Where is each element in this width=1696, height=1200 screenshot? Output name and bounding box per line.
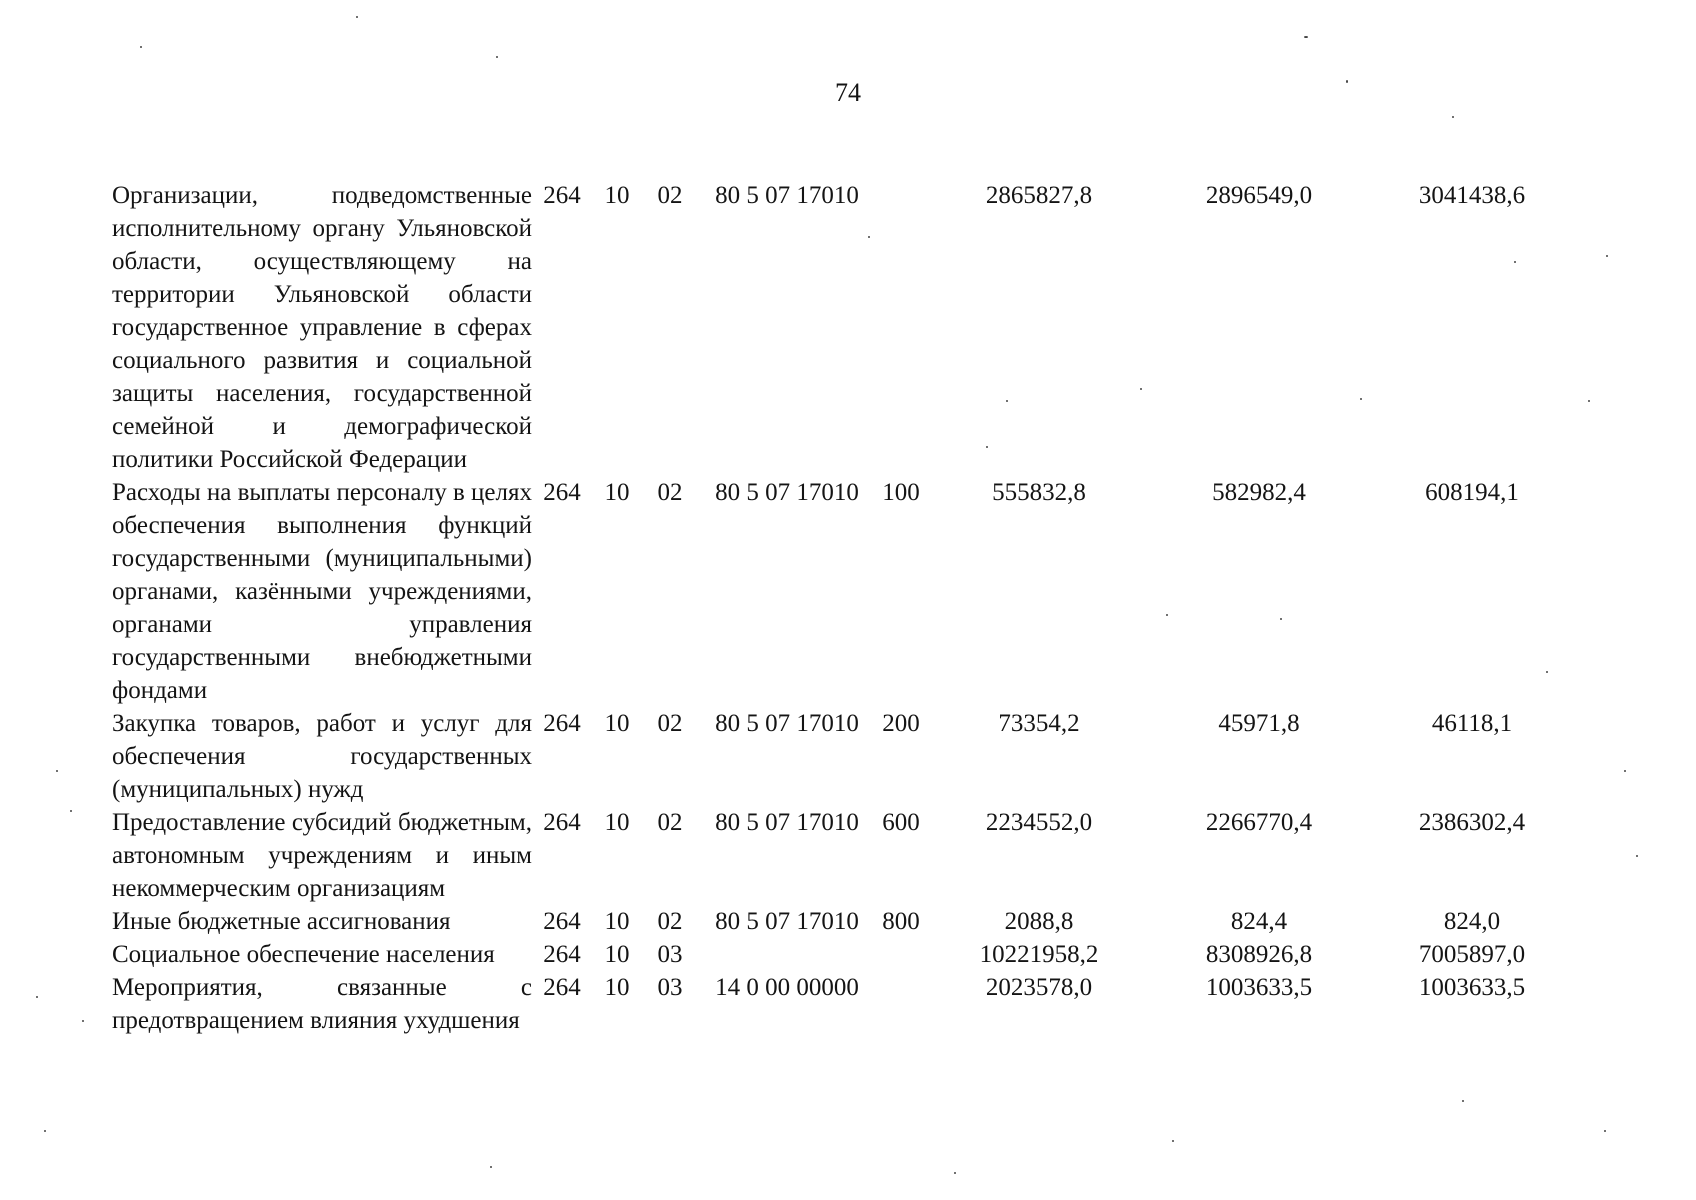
- row-expense-type: 100: [882, 479, 920, 506]
- row-year3-amount: 1003633,5: [1418, 974, 1526, 1001]
- row-target-article: 80 5 07 17010: [715, 908, 859, 935]
- row-year2-amount: 8308926,8: [1205, 941, 1313, 968]
- scan-speck: [1588, 400, 1590, 402]
- row-name: Мероприятия, связанные с предотвращением влияния ухудшения: [112, 974, 532, 1034]
- row-section: 10: [604, 182, 630, 209]
- row-year1-amount: 10221958,2: [979, 941, 1099, 968]
- row-subsection: 03: [657, 974, 683, 1001]
- row-year3-amount: 7005897,0: [1418, 941, 1526, 968]
- page-number: 74: [835, 78, 861, 107]
- scan-speck: [1346, 80, 1348, 83]
- row-target-article: 80 5 07 17010: [715, 479, 859, 506]
- row-name: Предоставление субсидий бюджетным, автономным учреждениям и иным некоммерческим организациям: [112, 809, 532, 902]
- scan-speck: [1140, 388, 1142, 390]
- row-target-article: [698, 938, 876, 971]
- row-expense-type: 600: [882, 809, 920, 836]
- table-row: [112, 905, 1578, 938]
- row-section: 10: [604, 908, 630, 935]
- scan-speck: [1546, 671, 1548, 673]
- table-row: [112, 707, 1578, 806]
- row-year3-amount: 3041438,6: [1418, 182, 1526, 209]
- scan-speck: [1166, 614, 1168, 616]
- scan-speck: [140, 46, 142, 48]
- table-row: [112, 938, 1578, 971]
- row-section: 10: [604, 809, 630, 836]
- row-year3-amount: 608194,1: [1425, 479, 1519, 506]
- row-subsection: 02: [657, 710, 683, 737]
- scan-speck: [1624, 770, 1626, 772]
- row-target-article: 14 0 00 00000: [715, 974, 859, 1001]
- scan-speck: [1006, 400, 1008, 402]
- row-year1-amount: 2088,8: [1004, 908, 1074, 935]
- row-year1-amount: 555832,8: [992, 479, 1086, 506]
- scan-speck: [868, 236, 870, 238]
- scan-speck: [1636, 855, 1638, 857]
- scan-speck: [1304, 36, 1308, 38]
- row-year3-amount: 46118,1: [1431, 710, 1513, 737]
- row-subsection: 03: [657, 941, 683, 968]
- scan-speck: [1360, 398, 1362, 400]
- scan-speck: [1452, 116, 1454, 118]
- row-subsection: 02: [657, 182, 683, 209]
- row-year3-amount: 824,0: [1443, 908, 1501, 935]
- row-grbs: 264: [543, 710, 581, 737]
- row-subsection: 02: [657, 908, 683, 935]
- scan-speck: [986, 446, 988, 448]
- scan-speck: [44, 1130, 46, 1132]
- scan-speck: [1172, 1140, 1174, 1142]
- table-row: [112, 179, 1578, 476]
- row-section: 10: [604, 974, 630, 1001]
- row-grbs: 264: [543, 908, 581, 935]
- row-grbs: 264: [543, 182, 581, 209]
- row-year2-amount: 2266770,4: [1205, 809, 1313, 836]
- row-year2-amount: 582982,4: [1212, 479, 1306, 506]
- row-section: 10: [604, 479, 630, 506]
- row-year2-amount: 45971,8: [1218, 710, 1300, 737]
- row-expense-type: [876, 179, 926, 476]
- row-grbs: 264: [543, 479, 581, 506]
- table-row: [112, 806, 1578, 905]
- row-grbs: 264: [543, 809, 581, 836]
- row-year3-amount: 2386302,4: [1418, 809, 1526, 836]
- row-year1-amount: 2023578,0: [985, 974, 1093, 1001]
- row-target-article: 80 5 07 17010: [715, 809, 859, 836]
- row-year2-amount: 1003633,5: [1205, 974, 1313, 1001]
- row-name: Закупка товаров, работ и услуг для обеспечения государственных (муниципальных) нужд: [112, 710, 532, 803]
- row-grbs: 264: [543, 974, 581, 1001]
- row-expense-type: 200: [882, 710, 920, 737]
- row-target-article: 80 5 07 17010: [715, 710, 859, 737]
- table-row: [112, 971, 1578, 1037]
- scan-speck: [356, 16, 358, 18]
- scan-speck: [56, 770, 58, 772]
- row-name: Расходы на выплаты персоналу в целях обеспечения выполнения функций государственными (муниципальными) органами, казёнными учреждениями, органами управления государственными внебюджетными фондами: [112, 479, 532, 704]
- scan-speck: [1462, 1100, 1464, 1102]
- row-year2-amount: 2896549,0: [1205, 182, 1313, 209]
- scan-speck: [1514, 261, 1516, 263]
- row-section: 10: [604, 710, 630, 737]
- scan-speck: [82, 1020, 84, 1022]
- scan-speck: [1604, 1130, 1606, 1132]
- scan-speck: [1280, 618, 1282, 620]
- row-expense-type: 800: [882, 908, 920, 935]
- row-target-article: 80 5 07 17010: [715, 182, 859, 209]
- row-expense-type: [876, 938, 926, 971]
- row-year2-amount: 824,4: [1230, 908, 1288, 935]
- table-row: [112, 476, 1578, 707]
- row-year1-amount: 2234552,0: [985, 809, 1093, 836]
- row-year1-amount: 2865827,8: [985, 182, 1093, 209]
- row-name: Иные бюджетные ассигнования: [112, 908, 451, 935]
- row-name: Организации, подведомственные исполнительному органу Ульяновской области, осуществляющему на территории Ульяновской области государственное управление в сферах социального развития и социальной защиты населения, государственной семейной и демографической политики Российской Федерации: [112, 182, 532, 473]
- budget-table: [112, 179, 1578, 1037]
- scan-speck: [490, 1166, 492, 1168]
- scan-speck: [1606, 255, 1608, 257]
- row-name: Социальное обеспечение населения: [112, 941, 495, 968]
- scan-speck: [954, 1172, 956, 1174]
- scan-speck: [70, 810, 72, 812]
- row-expense-type: [876, 971, 926, 1037]
- scan-speck: [496, 56, 498, 58]
- scan-speck: [36, 996, 38, 998]
- row-year1-amount: 73354,2: [998, 710, 1080, 737]
- row-subsection: 02: [657, 479, 683, 506]
- row-grbs: 264: [543, 941, 581, 968]
- row-section: 10: [604, 941, 630, 968]
- row-subsection: 02: [657, 809, 683, 836]
